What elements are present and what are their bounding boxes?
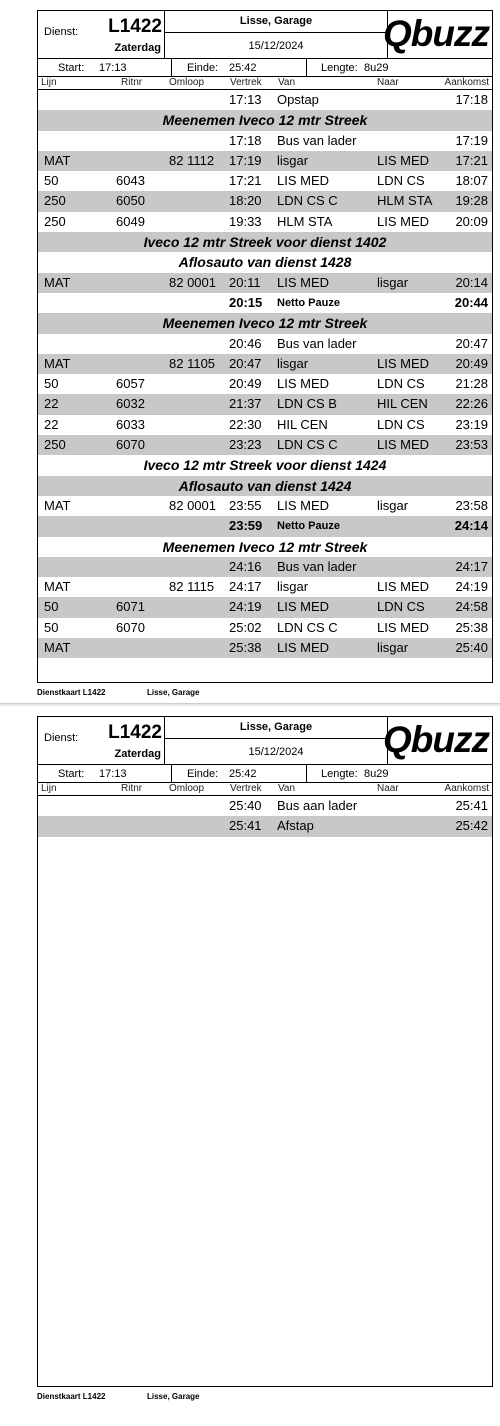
cell-lijn: MAT — [44, 579, 71, 595]
footer-location: Lisse, Garage — [147, 1392, 200, 1401]
qbuzz-logo: Qbuzz — [383, 13, 489, 54]
cell-vertrek: 22:30 — [229, 416, 262, 432]
footer-location: Lisse, Garage — [147, 688, 200, 697]
location-date-box — [165, 11, 387, 59]
section-heading-row: Meenemen Iveco 12 mtr Streek — [162, 538, 368, 555]
dienstkaart-card — [37, 10, 493, 683]
col-lijn: Lijn — [41, 77, 57, 88]
dienstkaart-page-1 — [0, 0, 500, 703]
cell-vertrek: 17:13 — [229, 92, 262, 107]
column-header — [38, 77, 492, 90]
cell-lijn: MAT — [44, 274, 71, 290]
cell-aankomst: 24:17 — [455, 558, 488, 574]
col-ritnr: Ritnr — [121, 77, 143, 88]
location: Lisse, Garage — [165, 717, 387, 739]
einde-label: Einde: — [187, 62, 219, 74]
trip-row — [38, 577, 492, 597]
card-header — [38, 717, 492, 765]
cell-vertrek: 25:41 — [229, 818, 262, 834]
start-cell — [38, 59, 172, 77]
cell-aankomst: 24:19 — [455, 579, 488, 595]
einde-value: 25:42 — [229, 62, 257, 74]
col-aankomst: Aankomst — [444, 77, 489, 88]
cell-van: LDN CS C — [277, 619, 338, 635]
lengte-value: 8u29 — [364, 62, 389, 74]
cell-vertrek: 17:19 — [229, 152, 262, 168]
col-omloop: Omloop — [169, 77, 205, 88]
trip-row — [38, 334, 492, 354]
cell-van: HIL CEN — [277, 416, 328, 432]
dienst-label: Dienst: — [44, 732, 79, 744]
cell-vertrek: 20:46 — [229, 335, 262, 351]
cell-vertrek: 25:40 — [229, 798, 262, 813]
cell-vertrek: 23:59 — [229, 518, 263, 534]
schedule-rows — [38, 90, 492, 658]
dienst-label: Dienst: — [44, 26, 79, 38]
col-vertrek: Vertrek — [230, 783, 262, 794]
cell-naar: LIS MED — [377, 152, 430, 168]
cell-naar: LIS MED — [377, 437, 430, 453]
cell-naar: lisgar — [377, 640, 409, 656]
cell-van: Bus aan lader — [277, 798, 358, 813]
cell-aankomst: 23:53 — [455, 437, 488, 453]
cell-naar: LDN CS — [377, 599, 425, 615]
cell-vertrek: 17:21 — [229, 173, 262, 189]
col-aankomst: Aankomst — [444, 783, 489, 794]
trip-row — [38, 354, 492, 374]
trip-row — [38, 816, 492, 836]
cell-vertrek: 25:02 — [229, 619, 262, 635]
cell-van: Bus van lader — [277, 132, 357, 148]
cell-omloop: 82 1115 — [169, 579, 215, 595]
cell-lijn: 50 — [44, 376, 59, 392]
trip-row — [38, 212, 492, 232]
cell-van: LIS MED — [277, 497, 330, 513]
day-label: Zaterdag — [114, 42, 161, 54]
cell-vertrek: 19:33 — [229, 213, 262, 229]
trip-row — [38, 597, 492, 617]
cell-van: Netto Pauze — [277, 296, 340, 309]
cell-lijn: 22 — [44, 416, 59, 432]
trip-row — [38, 415, 492, 435]
lengte-value: 8u29 — [364, 768, 389, 780]
start-cell — [38, 765, 172, 783]
cell-ritnr: 6049 — [116, 213, 145, 229]
cell-vertrek: 18:20 — [229, 193, 262, 209]
section-heading-row: Iveco 12 mtr Streek voor dienst 1402 — [38, 232, 492, 252]
trip-row — [38, 496, 492, 516]
location: Lisse, Garage — [165, 11, 387, 33]
cell-omloop: 82 0001 — [169, 274, 216, 290]
cell-aankomst: 17:21 — [455, 152, 488, 168]
cell-van: Afstap — [277, 818, 314, 834]
dienstkaart-page-2 — [0, 706, 500, 1426]
cell-aankomst: 19:28 — [455, 193, 488, 209]
cell-aankomst: 23:58 — [455, 497, 488, 513]
cell-vertrek: 20:49 — [229, 376, 262, 392]
lengte-label: Lengte: — [321, 62, 358, 74]
cell-aankomst: 24:14 — [454, 518, 488, 534]
dienst-box — [38, 717, 165, 765]
cell-aankomst: 24:58 — [455, 599, 488, 615]
cell-van: Bus van lader — [277, 335, 357, 351]
cell-aankomst: 21:28 — [455, 376, 488, 392]
cell-aankomst: 18:07 — [455, 173, 488, 189]
cell-van: Opstap — [277, 92, 319, 107]
cell-lijn: 250 — [44, 213, 66, 229]
cell-aankomst: 20:47 — [455, 335, 488, 351]
cell-lijn: 50 — [44, 619, 59, 635]
cell-ritnr: 6032 — [116, 396, 145, 412]
cell-vertrek: 20:15 — [229, 294, 263, 310]
cell-aankomst: 20:09 — [455, 213, 488, 229]
cell-van: lisgar — [277, 355, 309, 371]
cell-aankomst: 22:26 — [455, 396, 488, 412]
cell-naar: HLM STA — [377, 193, 433, 209]
footer-label: Dienstkaart L1422 — [37, 688, 106, 697]
col-vertrek: Vertrek — [230, 77, 262, 88]
cell-aankomst: 25:38 — [455, 619, 488, 635]
cell-van: LDN CS C — [277, 437, 338, 453]
cell-aankomst: 25:40 — [455, 640, 488, 656]
column-header — [38, 783, 492, 796]
einde-value: 25:42 — [229, 768, 257, 780]
cell-lijn: MAT — [44, 355, 71, 371]
cell-naar: LIS MED — [377, 579, 430, 595]
cell-van: Bus van lader — [277, 558, 357, 574]
cell-lijn: 50 — [44, 173, 59, 189]
cell-lijn: MAT — [44, 152, 71, 168]
cell-vertrek: 21:37 — [229, 396, 262, 412]
cell-vertrek: 17:18 — [229, 132, 262, 148]
footer-label: Dienstkaart L1422 — [37, 1392, 106, 1401]
cell-vertrek: 24:19 — [229, 599, 262, 615]
cell-van: LIS MED — [277, 376, 330, 392]
cell-vertrek: 24:16 — [229, 558, 262, 574]
section-heading-row: Aflosauto van dienst 1428 — [178, 254, 352, 271]
cell-van: LIS MED — [277, 274, 330, 290]
card-header — [38, 11, 492, 59]
col-van: Van — [278, 783, 296, 794]
cell-van: LIS MED — [277, 173, 330, 189]
cell-naar: LDN CS — [377, 173, 425, 189]
section-heading-row: Meenemen Iveco 12 mtr Streek — [38, 110, 492, 130]
cell-ritnr: 6057 — [116, 376, 145, 392]
start-label: Start: — [58, 62, 85, 74]
trip-row — [38, 273, 492, 293]
trip-row — [38, 171, 492, 191]
cell-lijn: 50 — [44, 599, 59, 615]
trip-row — [38, 394, 492, 414]
cell-naar: LDN CS — [377, 416, 425, 432]
cell-naar: LIS MED — [377, 619, 430, 635]
date: 15/12/2024 — [248, 40, 304, 52]
cell-lijn: 250 — [44, 193, 66, 209]
trip-row — [38, 374, 492, 394]
section-heading-row: Iveco 12 mtr Streek voor dienst 1424 — [143, 457, 387, 474]
trip-row — [38, 557, 492, 577]
cell-lijn: 250 — [44, 437, 66, 453]
cell-aankomst: 25:42 — [455, 818, 488, 834]
einde-cell — [172, 59, 307, 77]
cell-lijn: 22 — [44, 396, 59, 412]
lengte-cell — [307, 59, 492, 77]
col-naar: Naar — [377, 77, 399, 88]
col-lijn: Lijn — [41, 783, 57, 794]
trip-row — [38, 191, 492, 211]
col-van: Van — [278, 77, 296, 88]
schedule-rows — [38, 796, 492, 837]
trip-row — [38, 796, 492, 816]
dienst-box — [38, 11, 165, 59]
times-bar — [38, 59, 492, 77]
qbuzz-logo: Qbuzz — [383, 719, 489, 760]
cell-naar: lisgar — [377, 274, 409, 290]
dienstkaart-card — [37, 716, 493, 1387]
cell-aankomst: 20:49 — [455, 355, 488, 371]
cell-omloop: 82 0001 — [169, 497, 216, 513]
cell-omloop: 82 1112 — [169, 152, 215, 168]
cell-omloop: 82 1105 — [169, 355, 216, 371]
logo-box — [383, 717, 492, 765]
logo-box — [383, 11, 492, 59]
times-bar — [38, 765, 492, 783]
cell-van: Netto Pauze — [277, 520, 340, 533]
lengte-cell — [307, 765, 492, 783]
cell-ritnr: 6043 — [116, 173, 145, 189]
cell-van: lisgar — [277, 579, 309, 595]
trip-row — [38, 618, 492, 638]
cell-aankomst: 20:44 — [454, 294, 488, 310]
section-heading-row: Meenemen Iveco 12 mtr Streek — [38, 313, 492, 333]
col-ritnr: Ritnr — [121, 783, 143, 794]
cell-ritnr: 6070 — [116, 619, 145, 635]
cell-aankomst: 17:19 — [455, 132, 488, 148]
cell-aankomst: 17:18 — [455, 92, 488, 107]
pause-row — [38, 293, 492, 313]
start-label: Start: — [58, 768, 85, 780]
dienst-number: L1422 — [108, 16, 162, 37]
lengte-label: Lengte: — [321, 768, 358, 780]
date: 15/12/2024 — [248, 746, 304, 758]
cell-ritnr: 6033 — [116, 416, 145, 432]
einde-cell — [172, 765, 307, 783]
cell-aankomst: 23:19 — [455, 416, 488, 432]
cell-lijn: MAT — [44, 640, 71, 656]
cell-van: LIS MED — [277, 599, 330, 615]
cell-aankomst: 25:41 — [455, 798, 488, 813]
cell-vertrek: 24:17 — [229, 579, 262, 595]
start-value: 17:13 — [99, 768, 127, 780]
cell-vertrek: 23:23 — [229, 437, 262, 453]
trip-row — [38, 435, 492, 455]
location-date-box — [165, 717, 387, 765]
cell-ritnr: 6050 — [116, 193, 145, 209]
cell-aankomst: 20:14 — [455, 274, 488, 290]
cell-vertrek: 23:55 — [229, 497, 262, 513]
cell-ritnr: 6070 — [116, 437, 145, 453]
cell-naar: HIL CEN — [377, 396, 428, 412]
cell-van: HLM STA — [277, 213, 333, 229]
cell-naar: LDN CS — [377, 376, 425, 392]
cell-lijn: MAT — [44, 497, 71, 513]
cell-van: LIS MED — [277, 640, 330, 656]
cell-naar: lisgar — [377, 497, 409, 513]
trip-row — [38, 638, 492, 658]
col-naar: Naar — [377, 783, 399, 794]
cell-vertrek: 20:47 — [229, 355, 262, 371]
dienst-number: L1422 — [108, 722, 162, 743]
trip-row — [38, 131, 492, 151]
einde-label: Einde: — [187, 768, 219, 780]
trip-row — [38, 90, 492, 110]
cell-van: LDN CS C — [277, 193, 338, 209]
cell-naar: LIS MED — [377, 213, 430, 229]
cell-van: lisgar — [277, 152, 309, 168]
cell-vertrek: 20:11 — [229, 274, 261, 290]
start-value: 17:13 — [99, 62, 127, 74]
cell-vertrek: 25:38 — [229, 640, 262, 656]
cell-van: LDN CS B — [277, 396, 337, 412]
cell-ritnr: 6071 — [116, 599, 145, 615]
trip-row — [38, 151, 492, 171]
pause-row — [38, 516, 492, 536]
col-omloop: Omloop — [169, 783, 205, 794]
day-label: Zaterdag — [114, 748, 161, 760]
section-heading-row: Aflosauto van dienst 1424 — [38, 476, 492, 496]
cell-naar: LIS MED — [377, 355, 430, 371]
